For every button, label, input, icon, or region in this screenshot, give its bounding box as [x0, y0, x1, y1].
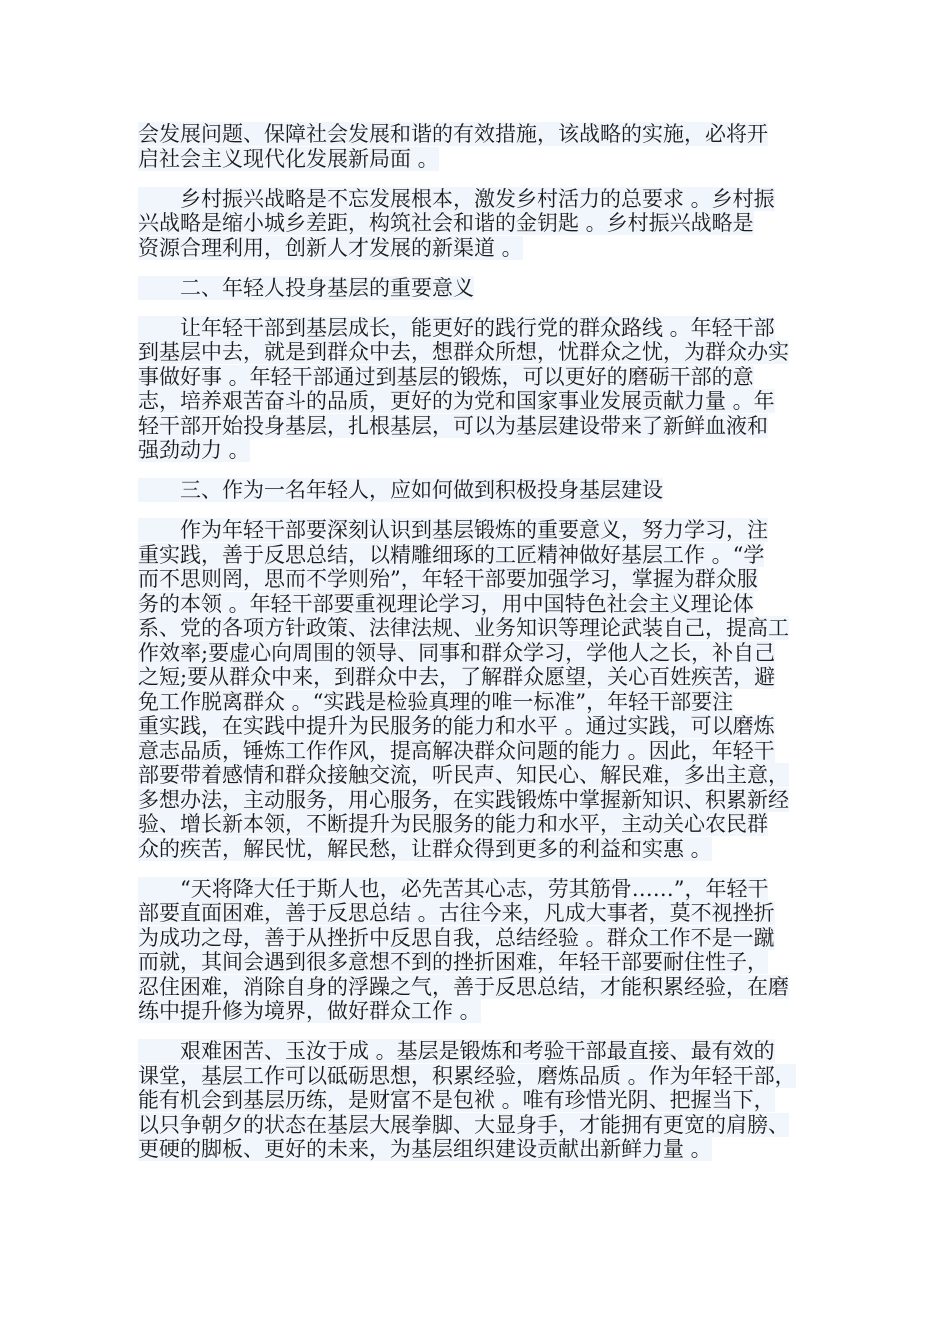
- text-line-content: 而不思则罔，思而不学则殆”，年轻干部要加强学习，掌握为群众服: [138, 567, 758, 591]
- text-line: [138, 739, 838, 764]
- text-line-content: 课堂，基层工作可以砥砺思想，积累经验，磨炼品质 。作为年轻干部，: [138, 1063, 796, 1088]
- text-line-content: 忍住困难，消除自身的浮躁之气，善于反思总结，才能积累经验，在磨: [138, 974, 789, 999]
- text-line-content: 以只争朝夕的状态在基层大展拳脚、大显身手，才能拥有更宽的肩膀、: [138, 1112, 789, 1137]
- text-line: [138, 592, 838, 617]
- text-line: [138, 478, 838, 503]
- text-line: [138, 414, 838, 439]
- text-line-content: 重实践，善于反思总结，以精雕细琢的工匠精神做好基层工作 。“学: [138, 542, 765, 567]
- text-line: [138, 187, 838, 212]
- text-line: [138, 518, 838, 543]
- paragraph: [138, 122, 838, 171]
- text-line-content: 重实践，在实践中提升为民服务的能力和水平 。通过实践，可以磨炼: [138, 714, 775, 738]
- text-line-content: 轻干部开始投身基层，扎根基层，可以为基层建设带来了新鲜血液和: [138, 413, 768, 438]
- text-line-content: 验、增长新本领，不断提升为民服务的能力和水平，主动关心农民群: [138, 812, 768, 836]
- text-line: [138, 999, 838, 1024]
- text-line: [138, 1088, 838, 1113]
- text-line: [138, 763, 838, 788]
- text-line: [138, 714, 838, 739]
- text-line-content: 会发展问题、保障社会发展和谐的有效措施，该战略的实施，必将开: [138, 122, 768, 146]
- text-line-content: 多想办法，主动服务，用心服务，在实践锻炼中掌握新知识、积累新经: [138, 787, 789, 812]
- document-body: [138, 122, 838, 1177]
- text-line-content: 免工作脱离群众 。“实践是检验真理的唯一标准”，年轻干部要注: [138, 689, 734, 714]
- text-line: [138, 438, 838, 463]
- text-line-content: 意志品质，锤炼工作作风，提高解决群众问题的能力 。因此，年轻干: [138, 738, 775, 763]
- text-line-content: 务的本领 。年轻干部要重视理论学习，用中国特色社会主义理论体: [138, 591, 754, 616]
- text-line: [138, 901, 838, 926]
- text-line-content: 部要带着感情和群众接触交流，听民声、知民心、解民难，多出主意，: [138, 763, 789, 787]
- text-line: [138, 543, 838, 568]
- text-line: [138, 1113, 838, 1138]
- text-line: [138, 812, 838, 837]
- text-line: [138, 389, 838, 414]
- text-line: [138, 788, 838, 813]
- text-line: [138, 147, 838, 172]
- text-line: [138, 1064, 838, 1089]
- text-line: [138, 641, 838, 666]
- text-line: [138, 567, 838, 592]
- text-line-content: 之短;要从群众中来，到群众中去，了解群众愿望，关心百姓疾苦，避: [138, 665, 776, 689]
- text-line-content: 资源合理利用，创新人才发展的新渠道 。: [138, 235, 523, 260]
- paragraph: [138, 877, 838, 1024]
- text-line-content: 乡村振兴战略是不忘发展根本，激发乡村活力的总要求 。乡村振: [138, 186, 775, 211]
- text-line-content: 众的疾苦，解民忧，解民愁，让群众得到更多的利益和实惠 。: [138, 836, 712, 861]
- text-line-content: 到基层中去，就是到群众中去，想群众所想，忧群众之忧，为群众办实: [138, 340, 789, 364]
- text-line-content: 二、年轻人投身基层的重要意义: [138, 275, 474, 300]
- text-line-content: 让年轻干部到基层成长，能更好的践行党的群众路线 。年轻干部: [138, 315, 775, 340]
- text-line: [138, 276, 838, 301]
- text-line: [138, 316, 838, 341]
- text-line-content: 部要直面困难，善于反思总结 。古往今来，凡成大事者，莫不视挫折: [138, 901, 775, 925]
- text-line: [138, 616, 838, 641]
- text-line: [138, 877, 838, 902]
- text-line-content: 更硬的脚板、更好的未来，为基层组织建设贡献出新鲜力量 。: [138, 1137, 712, 1161]
- paragraph: [138, 478, 838, 503]
- text-line: [138, 665, 838, 690]
- text-line-content: 能有机会到基层历练，是财富不是包袱 。唯有珍惜光阴、把握当下，: [138, 1088, 775, 1112]
- text-line-content: “天将降大任于斯人也，必先苦其心志，劳其筋骨……”，年轻干: [138, 876, 769, 901]
- text-line: [138, 837, 838, 862]
- text-line-content: 三、作为一名年轻人，应如何做到积极投身基层建设: [138, 478, 663, 502]
- paragraph: [138, 316, 838, 463]
- text-line: [138, 926, 838, 951]
- text-line-content: 作为年轻干部要深刻认识到基层锻炼的重要意义，努力学习，注: [138, 518, 768, 542]
- text-line-content: 艰难困苦、玉汝于成 。基层是锻炼和考验干部最直接、最有效的: [138, 1039, 775, 1063]
- text-line: [138, 950, 838, 975]
- text-line: [138, 1039, 838, 1064]
- paragraph: [138, 276, 838, 301]
- text-line: [138, 1137, 838, 1162]
- paragraph: [138, 518, 838, 861]
- text-line: [138, 211, 838, 236]
- text-line-content: 系、党的各项方针政策、法律法规、业务知识等理论武装自己，提高工: [138, 616, 789, 640]
- text-line: [138, 365, 838, 390]
- text-line: [138, 975, 838, 1000]
- text-line-content: 强劲动力 。: [138, 438, 250, 462]
- text-line: [138, 340, 838, 365]
- text-line-content: 为成功之母，善于从挫折中反思自我，总结经验 。群众工作不是一蹴: [138, 925, 775, 950]
- text-line-content: 志，培养艰苦奋斗的品质，更好的为党和国家事业发展贡献力量 。年: [138, 389, 775, 413]
- text-line-content: 兴战略是缩小城乡差距，构筑社会和谐的金钥匙 。乡村振兴战略是: [138, 211, 754, 235]
- text-line-content: 练中提升修为境界，做好群众工作 。: [138, 999, 481, 1023]
- text-line: [138, 690, 838, 715]
- paragraph: [138, 187, 838, 261]
- text-line: [138, 122, 838, 147]
- text-line: [138, 236, 838, 261]
- paragraph: [138, 1039, 838, 1162]
- text-line-content: 事做好事 。年轻干部通过到基层的锻炼，可以更好的磨砺干部的意: [138, 364, 754, 389]
- text-line-content: 启社会主义现代化发展新局面 。: [138, 146, 439, 171]
- text-line-content: 作效率;要虚心向周围的领导、同事和群众学习，学他人之长，补自己: [138, 640, 776, 665]
- text-line-content: 而就，其间会遇到很多意想不到的挫折困难，年轻干部要耐住性子，: [138, 950, 768, 974]
